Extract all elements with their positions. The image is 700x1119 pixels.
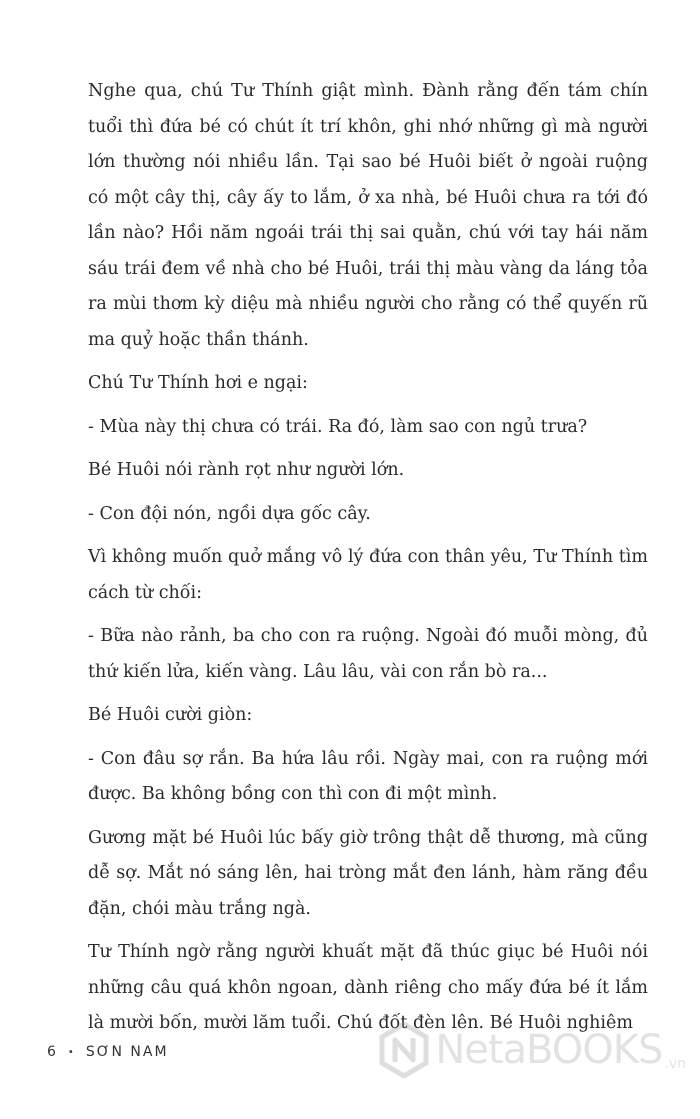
paragraph-7: - Bữa nào rảnh, ba cho con ra ruộng. Ngoài đó muỗi mòng, đủ thứ kiến lửa, kiến vàng. Lâu lâu, vài con rắn bò ra... [88,626,648,682]
paragraph-10: Gương mặt bé Huôi lúc bấy giờ trông thật dễ thương, mà cũng dễ sợ. Mắt nó sáng lên, hai tròng mắt đen lánh, hàm răng đều đặn, chói màu trắng ngà. [88,827,648,919]
paragraph-4: Bé Huôi nói rành rọt như người lớn. [88,460,405,480]
watermark [379,1022,686,1078]
running-footer [47,1044,169,1060]
footer-separator: • [67,1046,76,1058]
paragraph-2: Chú Tư Thính hơi e ngại: [88,373,308,393]
paragraph-9: - Con đâu sợ rắn. Ba hứa lâu rồi. Ngày mai, con ra ruộng mới được. Ba không bồng con thì con đi một mình. [88,748,648,804]
paragraph-11: Tư Thính ngờ rằng người khuất mặt đã thúc giục bé Huôi nói những câu quá khôn ngoan, dành riêng cho mấy đứa bé ít lắm là mười bốn, mười lăm tuổi. Chú đốt đèn lên. Bé Huôi nghiêm [88,942,648,1033]
paragraph-5: - Con đội nón, ngồi dựa gốc cây. [88,503,371,524]
page-number: 6 [47,1044,58,1060]
watermark-tld: .vn [664,1056,686,1072]
paragraph-8: Bé Huôi cười giòn: [88,705,253,725]
author-name: SƠN NAM [85,1044,169,1060]
paragraph-3: - Mùa này thị chưa có trái. Ra đó, làm sao con ngủ trưa? [88,416,588,437]
paragraph-1: Nghe qua, chú Tư Thính giật mình. Đành rằng đến tám chín tuổi thì đứa bé có chút ít trí khôn, ghi nhớ những gì mà người lớn thường nói nhiều lần. Tại sao bé Huôi biết ở ngoài ruộng có một cây thị, cây ấy to lắm, ở xa nhà, bé Huôi chưa ra tới đó lần nào? Hồi năm ngoái trái thị sai quằn, chú với tay hái năm sáu trái đem về nhà cho bé Huôi, trái thị màu vàng da láng tỏa ra mùi thơm kỳ diệu mà nhiều người cho rằng có thể quyến rũ ma quỷ hoặc thần thánh. [88,81,648,350]
netabooks-logo-icon [379,1022,429,1078]
paragraph-6: Vì không muốn quở mắng vô lý đứa con thân yêu, Tư Thính tìm cách từ chối: [88,547,648,603]
watermark-brand: NetaBOOKS [435,1027,663,1073]
body-text [88,74,648,1042]
